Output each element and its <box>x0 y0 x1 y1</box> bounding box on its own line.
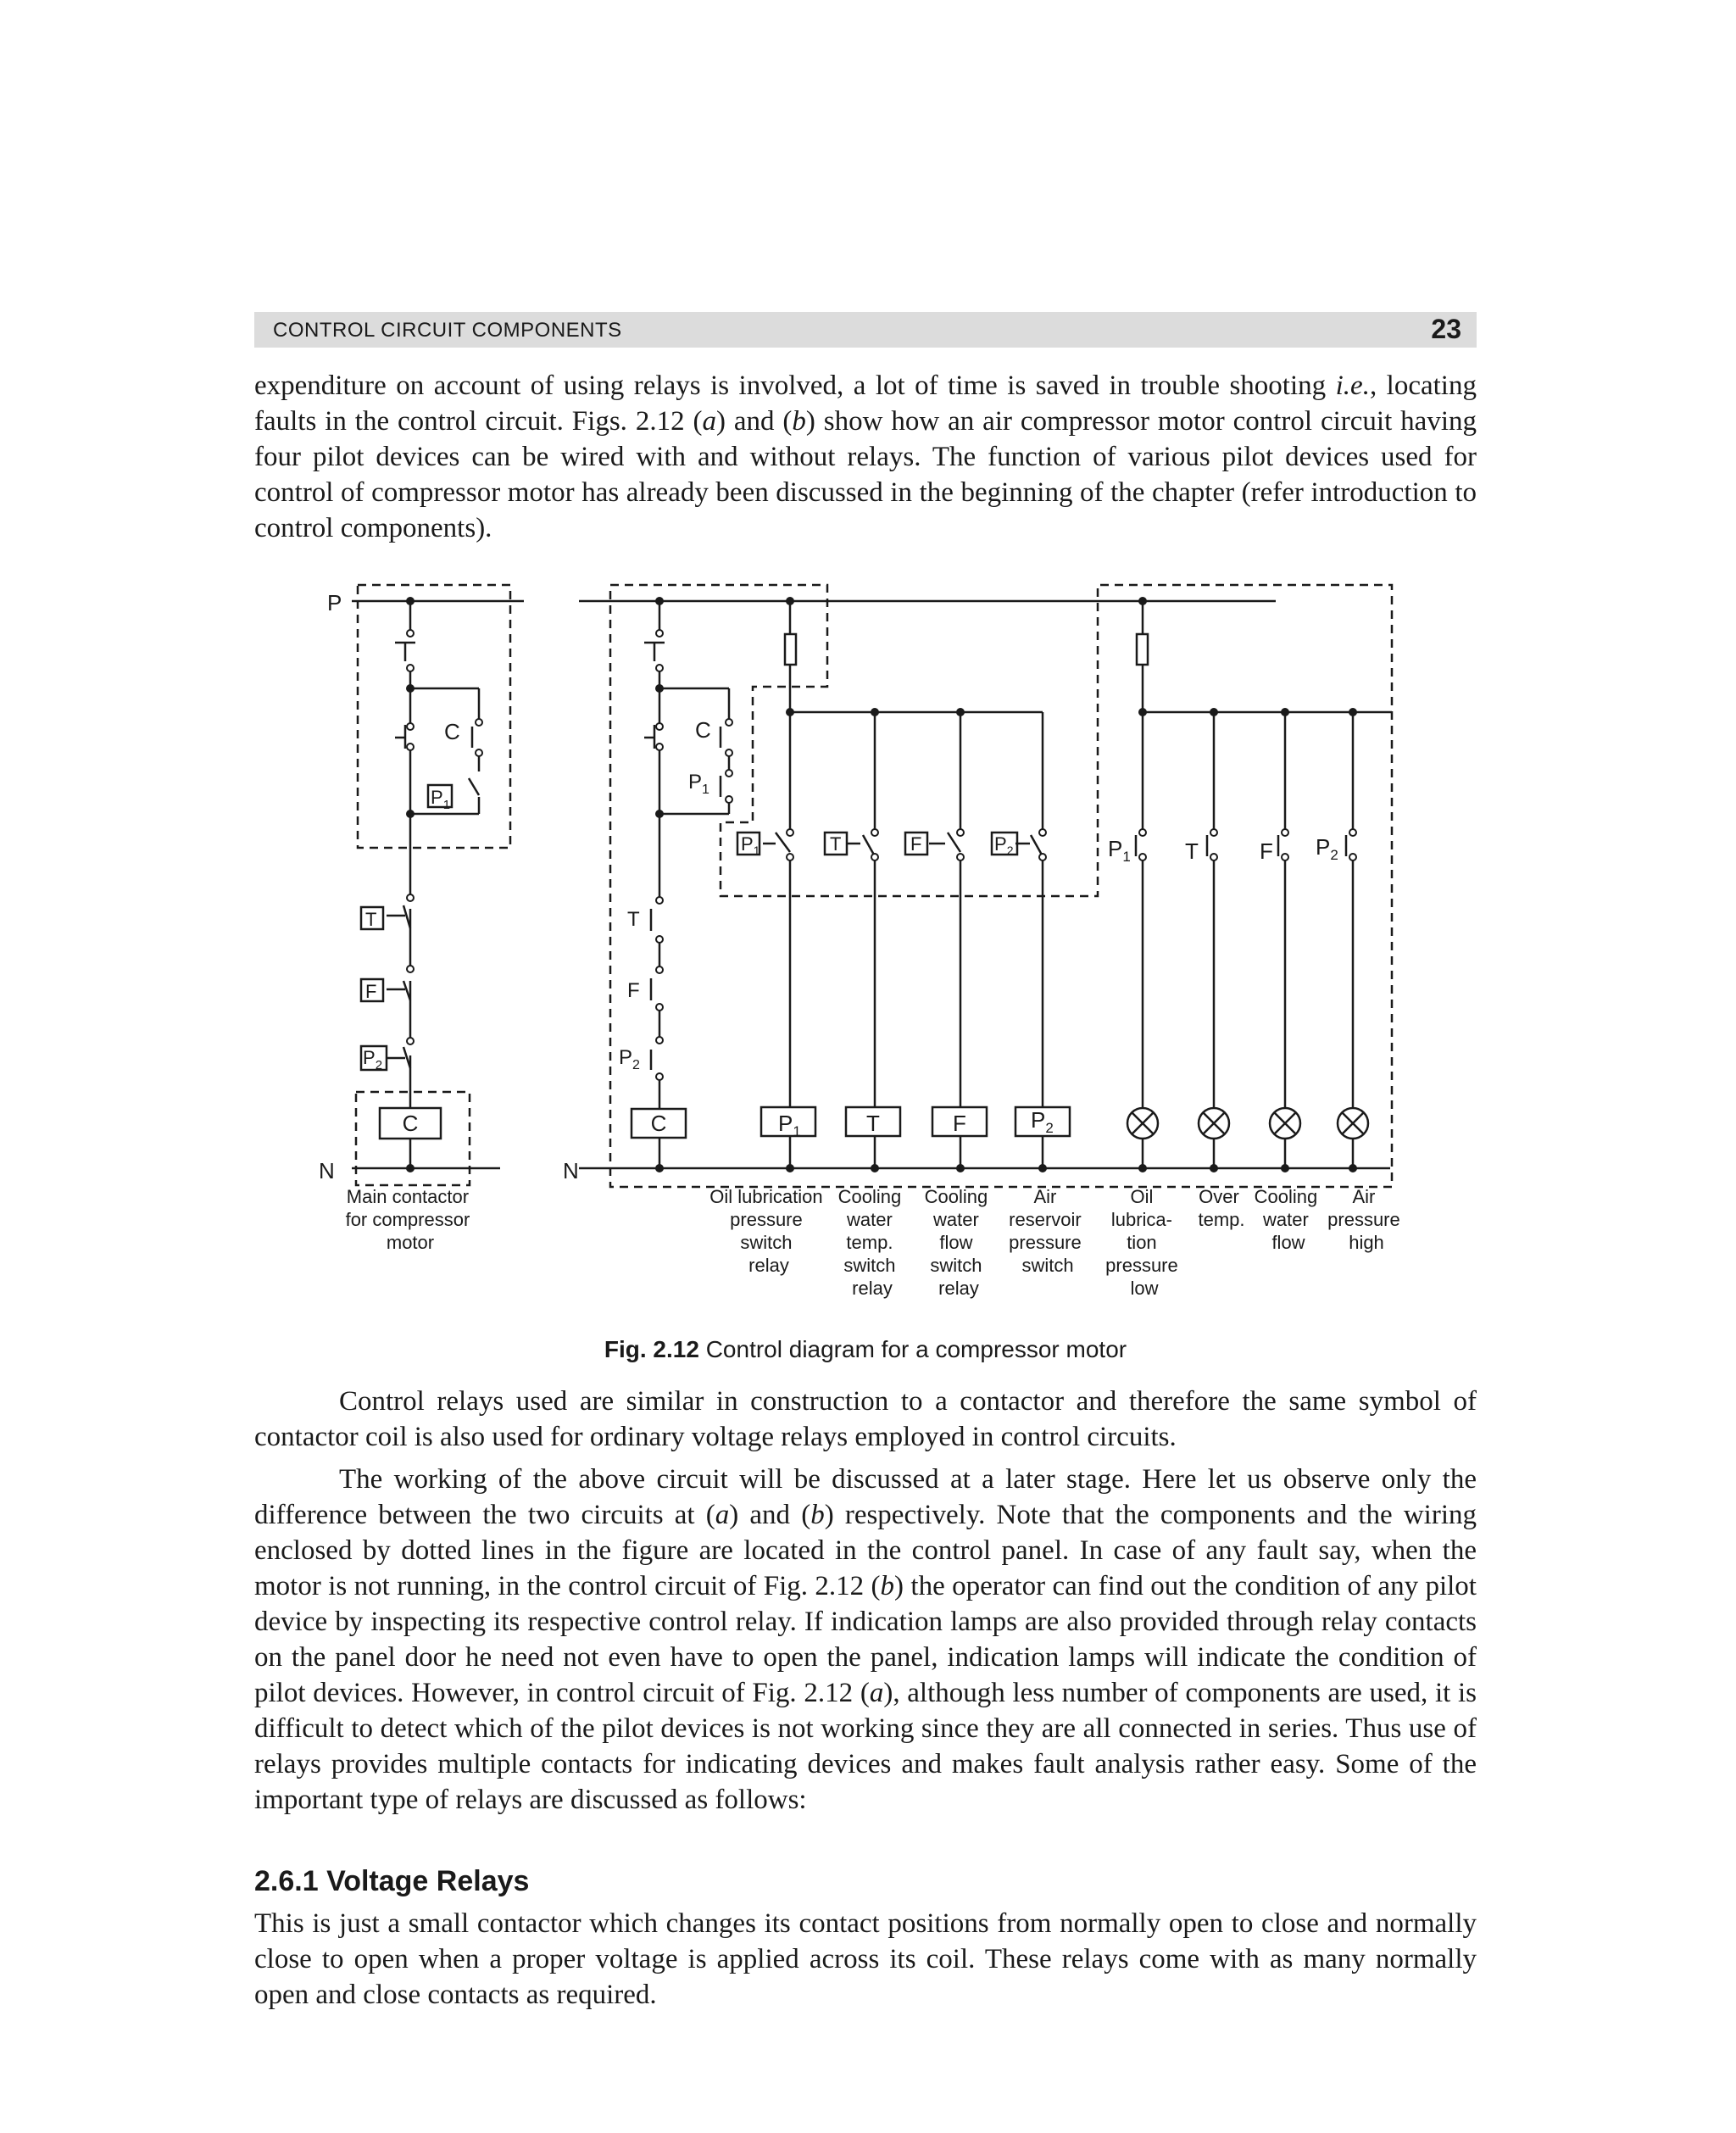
contact-p1-label-b: $P_1$ <box>688 771 709 797</box>
page-number: 23 <box>1431 314 1461 344</box>
pilot-t-box: T <box>830 833 842 855</box>
paragraph-intro: expenditure on account of using relays is involved, a lot of time is saved in trouble shooting i.e., locating faults in the control circuit. Figs. 2.12 (a) and (b) show how an air compressor motor control circuit having four pilot devices can be wired with and without relays. The function of various pilot devices used for control of compressor motor has already been discussed in the beginning of the chapter (refer introduction to control components). <box>254 370 1477 543</box>
lamp-label-over-temp: Over temp. <box>1198 1186 1245 1230</box>
pilot-p1-box: $P_1$ <box>741 833 760 857</box>
paragraph-voltage-relays: This is just a small contactor which changes its contact positions from normally open to close and normally close to open when a proper voltage is applied across its coil. These relays come with as many normally open and close contacts as required. <box>254 1908 1477 2010</box>
relay-contact-p2-label: $P_2$ <box>1316 834 1338 863</box>
coil-p1-label: $P_1$ <box>778 1111 801 1139</box>
contact-t-box-a: T <box>365 909 377 930</box>
contact-p2-box-a: $P_2$ <box>363 1047 383 1072</box>
rail-n-label-a: N <box>319 1158 335 1183</box>
relay-label-cooling-temp: Cooling water temp. switch relay <box>837 1186 902 1299</box>
pilot-p2-box: $P_2$ <box>994 833 1014 857</box>
running-title: CONTROL CIRCUIT COMPONENTS <box>273 319 622 342</box>
relay-contact-p1-label: $P_1$ <box>1108 836 1131 865</box>
panel-boundary-a <box>358 585 510 848</box>
contact-p2-label-b: $P_2$ <box>619 1046 640 1072</box>
coil-t-label: T <box>866 1111 880 1136</box>
coil-c-label-a: C <box>402 1111 419 1136</box>
relay-contact-t-label: T <box>1185 838 1199 864</box>
coil-f-label: F <box>953 1111 966 1136</box>
relay-label-cooling-flow: Cooling water flow switch relay <box>924 1186 988 1299</box>
paragraph-control-relays: Control relays used are similar in construction to a contactor and therefore the same symbol of contactor coil is also used for ordinary voltage relays employed in control circuits. <box>254 1386 1477 1452</box>
rail-n-label-b: N <box>563 1158 579 1183</box>
lamp-label-oil-pressure-low: Oil lubrica- tion pressure low <box>1105 1186 1178 1299</box>
coil-p2-label: $P_2$ <box>1031 1107 1054 1136</box>
relay-label-oil-lubrication: Oil lubrication pressure switch relay <box>709 1186 823 1276</box>
main-contactor-label: Main contactor for compressor motor <box>345 1186 470 1253</box>
lamp-label-air-pressure-high: Air pressure high <box>1327 1186 1400 1253</box>
contact-p1-box-a: $P_1$ <box>431 787 451 812</box>
section-heading: 2.6.1 Voltage Relays <box>254 1865 530 1897</box>
contact-f-box-a: F <box>365 981 377 1002</box>
relay-label-air-reservoir: Air reservoir pressure switch <box>1009 1186 1082 1276</box>
contact-t-label-b: T <box>627 908 640 931</box>
pilot-f-box: F <box>910 833 922 855</box>
coil-c-label-b: C <box>650 1111 667 1136</box>
contact-c-label-b: C <box>695 717 711 743</box>
panel-boundary-b <box>610 585 1392 1187</box>
paragraph-circuit-working: The working of the above circuit will be discussed at a later stage. Here let us observe only the difference between the two circuits at (a) and (b) respectively. Note that the components and the wiring enclosed by dotted lines in the figure are located in the control panel. In case of any fault say, when the motor is not running, in the control circuit of Fig. 2.12 (b) the operator can find out the condition of any pilot device by inspecting its respective control relay. If indication lamps are also provided through relay contacts on the panel door he need not even have to open the panel, indication lamps will indicate the condition of pilot devices. However, in control circuit of Fig. 2.12 (a), although less number of components are used, it is difficult to detect which of the pilot devices is not working since they are all connected in series. Thus use of relays provides multiple contacts for indicating devices and makes fault analysis rather easy. Some of the important type of relays are discussed as follows: <box>254 1464 1477 1815</box>
lamp-label-cooling-water-flow: Cooling water flow <box>1254 1186 1318 1253</box>
rail-p-label-a: P <box>327 590 342 615</box>
relay-contact-f-label: F <box>1260 838 1273 864</box>
contact-c-label-a: C <box>444 719 460 744</box>
contact-f-label-b: F <box>627 979 640 1002</box>
figure-caption: Fig. 2.12 Control diagram for a compressor motor <box>604 1336 1127 1362</box>
